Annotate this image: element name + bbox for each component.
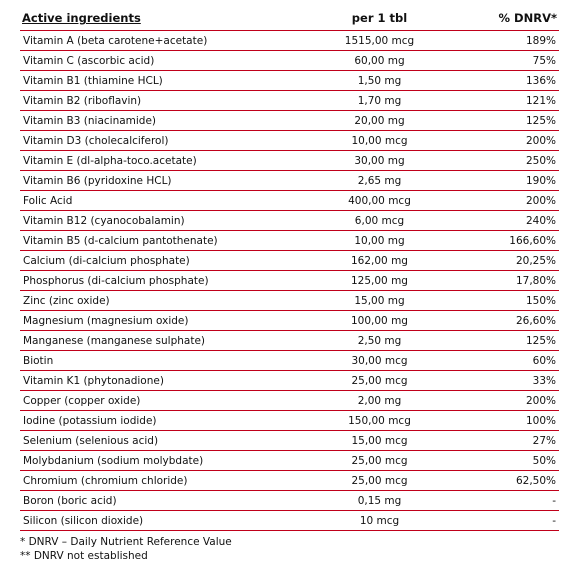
ingredient-name-cell: Vitamin C (ascorbic acid)	[20, 51, 305, 71]
ingredient-name-cell: Vitamin B2 (riboflavin)	[20, 91, 305, 111]
ingredient-name-cell: Magnesium (magnesium oxide)	[20, 311, 305, 331]
table-row	[20, 331, 559, 351]
table-row	[20, 251, 559, 271]
amount-cell: 2,65 mg	[305, 171, 454, 191]
table-row	[20, 291, 559, 311]
percent-cell: -	[454, 491, 559, 511]
table-row	[20, 311, 559, 331]
header-ingredient: Active ingredients	[20, 6, 305, 31]
table-row	[20, 491, 559, 511]
percent-cell: 100%	[454, 411, 559, 431]
table-row	[20, 91, 559, 111]
ingredient-name-cell: Vitamin D3 (cholecalciferol)	[20, 131, 305, 151]
amount-cell: 25,00 mcg	[305, 451, 454, 471]
percent-cell: 250%	[454, 151, 559, 171]
amount-cell: 6,00 mcg	[305, 211, 454, 231]
table-row	[20, 191, 559, 211]
footnote-line: ** DNRV not established	[20, 550, 148, 562]
percent-cell: 50%	[454, 451, 559, 471]
footnotes	[20, 535, 559, 563]
ingredient-name-cell: Boron (boric acid)	[20, 491, 305, 511]
table-row	[20, 31, 559, 51]
table-row	[20, 431, 559, 451]
percent-cell: 20,25%	[454, 251, 559, 271]
table-row	[20, 131, 559, 151]
percent-cell: 189%	[454, 31, 559, 51]
percent-cell: 150%	[454, 291, 559, 311]
amount-cell: 20,00 mg	[305, 111, 454, 131]
ingredient-name-cell: Silicon (silicon dioxide)	[20, 511, 305, 531]
table-row	[20, 391, 559, 411]
amount-cell: 25,00 mcg	[305, 471, 454, 491]
amount-cell: 100,00 mg	[305, 311, 454, 331]
amount-cell: 30,00 mg	[305, 151, 454, 171]
percent-cell: 60%	[454, 351, 559, 371]
table-row	[20, 451, 559, 471]
amount-cell: 150,00 mcg	[305, 411, 454, 431]
percent-cell: 240%	[454, 211, 559, 231]
amount-cell: 400,00 mcg	[305, 191, 454, 211]
ingredient-name-cell: Copper (copper oxide)	[20, 391, 305, 411]
ingredient-name-cell: Zinc (zinc oxide)	[20, 291, 305, 311]
ingredient-name-cell: Vitamin K1 (phytonadione)	[20, 371, 305, 391]
ingredient-name-cell: Manganese (manganese sulphate)	[20, 331, 305, 351]
ingredient-name-cell: Vitamin B1 (thiamine HCL)	[20, 71, 305, 91]
percent-cell: 27%	[454, 431, 559, 451]
table-body	[20, 31, 559, 531]
percent-cell: 166,60%	[454, 231, 559, 251]
percent-cell: 190%	[454, 171, 559, 191]
amount-cell: 1,70 mg	[305, 91, 454, 111]
amount-cell: 2,50 mg	[305, 331, 454, 351]
ingredient-name-cell: Biotin	[20, 351, 305, 371]
table-header-row	[20, 6, 559, 31]
amount-cell: 60,00 mg	[305, 51, 454, 71]
footnote-line: * DNRV – Daily Nutrient Reference Value	[20, 536, 232, 548]
percent-cell: 200%	[454, 131, 559, 151]
percent-cell: 125%	[454, 111, 559, 131]
amount-cell: 125,00 mg	[305, 271, 454, 291]
percent-cell: 26,60%	[454, 311, 559, 331]
amount-cell: 15,00 mg	[305, 291, 454, 311]
percent-cell: 121%	[454, 91, 559, 111]
percent-cell: 200%	[454, 391, 559, 411]
ingredient-name-cell: Phosphorus (di-calcium phosphate)	[20, 271, 305, 291]
table-row	[20, 151, 559, 171]
ingredient-name-cell: Iodine (potassium iodide)	[20, 411, 305, 431]
amount-cell: 1,50 mg	[305, 71, 454, 91]
amount-cell: 0,15 mg	[305, 491, 454, 511]
amount-cell: 10 mcg	[305, 511, 454, 531]
ingredient-name-cell: Vitamin E (dl-alpha-toco.acetate)	[20, 151, 305, 171]
table-row	[20, 271, 559, 291]
ingredient-name-cell: Vitamin A (beta carotene+acetate)	[20, 31, 305, 51]
amount-cell: 2,00 mg	[305, 391, 454, 411]
amount-cell: 15,00 mcg	[305, 431, 454, 451]
amount-cell: 162,00 mg	[305, 251, 454, 271]
table-row	[20, 511, 559, 531]
amount-cell: 10,00 mg	[305, 231, 454, 251]
percent-cell: 200%	[454, 191, 559, 211]
percent-cell: 62,50%	[454, 471, 559, 491]
percent-cell: 17,80%	[454, 271, 559, 291]
ingredient-name-cell: Molybdanium (sodium molybdate)	[20, 451, 305, 471]
amount-cell: 30,00 mcg	[305, 351, 454, 371]
table-row	[20, 371, 559, 391]
table-row	[20, 351, 559, 371]
header-percent: % DNRV*	[454, 6, 559, 31]
amount-cell: 25,00 mcg	[305, 371, 454, 391]
table-row	[20, 471, 559, 491]
ingredient-name-cell: Selenium (selenious acid)	[20, 431, 305, 451]
table-row	[20, 111, 559, 131]
ingredient-name-cell: Vitamin B5 (d-calcium pantothenate)	[20, 231, 305, 251]
table-row	[20, 411, 559, 431]
amount-cell: 1515,00 mcg	[305, 31, 454, 51]
table-row	[20, 71, 559, 91]
table-row	[20, 51, 559, 71]
ingredient-name-cell: Calcium (di-calcium phosphate)	[20, 251, 305, 271]
ingredient-name-cell: Vitamin B6 (pyridoxine HCL)	[20, 171, 305, 191]
header-amount: per 1 tbl	[305, 6, 454, 31]
ingredient-name-cell: Vitamin B3 (niacinamide)	[20, 111, 305, 131]
percent-cell: -	[454, 511, 559, 531]
table-row	[20, 231, 559, 251]
ingredient-name-cell: Folic Acid	[20, 191, 305, 211]
percent-cell: 33%	[454, 371, 559, 391]
table-row	[20, 171, 559, 191]
percent-cell: 125%	[454, 331, 559, 351]
ingredients-table	[20, 6, 559, 531]
percent-cell: 136%	[454, 71, 559, 91]
ingredient-name-cell: Vitamin B12 (cyanocobalamin)	[20, 211, 305, 231]
amount-cell: 10,00 mcg	[305, 131, 454, 151]
table-row	[20, 211, 559, 231]
ingredient-name-cell: Chromium (chromium chloride)	[20, 471, 305, 491]
percent-cell: 75%	[454, 51, 559, 71]
